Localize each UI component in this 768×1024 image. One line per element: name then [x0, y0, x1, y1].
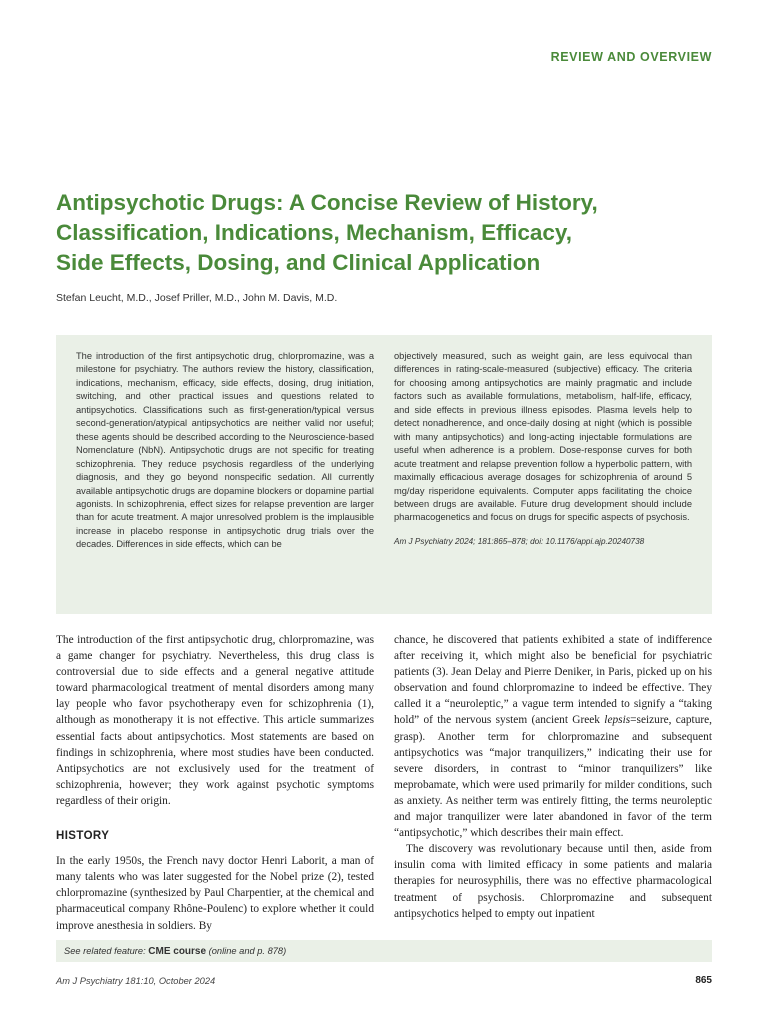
abstract-text: objectively measured, such as weight gain, are less equivocal than differences in rating-scale-measured (subjective) efficacy. The criteria for choosing among antipsychotics are mainly pragmatic and include factors such as available formulations, metabolism, half-life, efficacy, and side effects in previous illness episodes. Plasma levels help to detect nonadherence, and once-daily dosing at night (which is possible with many antipsychotics) and long-acting injectable formulations are useful when adherence is a problem. Dose-response curves for both acute treatment and relapse prevention follow a hyperbolic pattern, with maximally efficacious average dosages for schizophrenia of around 5 mg/day risperidone equivalents. Computer apps facilitating the choice between drugs are available. Future drug development should include pharmacogenetics and focus on drugs for specific aspects of psychosis. — [394, 351, 692, 523]
article-title — [56, 188, 696, 278]
title-line: Antipsychotic Drugs: A Concise Review of History, — [56, 190, 598, 215]
related-note: (online and p. 878) — [208, 946, 287, 956]
history-paragraph: In the early 1950s, the French navy doctor Henri Laborit, a man of many talents who was later suggested for the Nobel prize (2), tested chlorpromazine (synthesized by Paul Charpentier, at the chemical and pharmaceutical company Rhône-Poulenc) to explore whether it could improve anesthesia in soldiers. By — [56, 855, 374, 932]
section-label: REVIEW AND OVERVIEW — [550, 50, 712, 64]
page-number: 865 — [695, 975, 712, 986]
history-paragraph-continued — [394, 632, 712, 841]
title-line: Classification, Indications, Mechanism, Efficacy, — [56, 220, 572, 245]
cme-course-link[interactable]: CME course — [148, 946, 207, 957]
abstract-text: The introduction of the first antipsychotic drug, chlorpromazine, was a milestone for psychiatry. The authors review the history, classification, indications, mechanism, efficacy, side effects, dosing, drug initiation, switching, and other practical issues and questions related to antipsychotics. Classifications such as first-generation/typical versus second-generation/atypical antipsychotics are neither valid nor useful; these agents should be described according to the Neuroscience-based Nomenclature (NbN). Antipsychotic drugs are not specific for treating schizophrenia. They reduce psychosis regardless of the underlying diagnosis, and they go beyond nonspecific sedation. All currently available antipsychotic drugs are dopamine blockers or dopamine partial agonists. In schizophrenia, effect sizes for relapse prevention are larger than for acute treatment. A major unresolved problem is the implausible increase in placebo response in antipsychotic drug trials over the decades. Differences in side effects, which can be — [76, 351, 374, 550]
section-heading-history: HISTORY — [56, 830, 110, 843]
abstract-column-left — [76, 350, 374, 552]
text-run: =seizure, capture, grasp). Another term for chlorpromazine and subsequent antipsychotics was “major tranquilizers,” indicating their use for severe disorders, in contrast to “minor tranquilizers” like meprobamate, which were used primarily for milder conditions, such as anxiety. As neither term was entirely fitting, the terms neuroleptic and major tranquilizer were later abandoned in favor of the term “antipsychotic,” which describes their main effect. — [394, 714, 713, 840]
text-run: chance, he discovered that patients exhibited a state of indifference after receiving it, which might also be beneficial for psychiatric patients (3). Jean Delay and Pierre Deniker, in Paris, picked up on his observation and found chlorpromazine to indeed be effective. They called it a “neuroleptic,” a vague term intended to signify a “taking hold” of the nervous system (ancient Greek — [394, 634, 712, 727]
greek-term: lepsis — [604, 714, 631, 727]
author-list: Stefan Leucht, M.D., Josef Priller, M.D., John M. Davis, M.D. — [56, 292, 338, 304]
body-column-left — [56, 632, 374, 934]
related-feature-bar — [56, 940, 712, 962]
title-line: Side Effects, Dosing, and Clinical Application — [56, 250, 541, 275]
abstract-box — [56, 335, 712, 614]
related-label: See related feature: — [64, 946, 146, 956]
citation: Am J Psychiatry 2024; 181:865–878; doi: 10.1176/appi.ajp.20240738 — [394, 536, 645, 546]
footer-journal: Am J Psychiatry 181:10, October 2024 — [56, 976, 216, 986]
intro-paragraph: The introduction of the first antipsychotic drug, chlorpromazine, was a game changer for psychiatry. Nevertheless, this drug class is controversial due to side effects and a general negative attitude toward pharmacological treatment of mental disorders among many lay people who favor psychotherapy even for schizophrenia (1), although as monotherapy it is not effective. This article summarizes essential facts about antipsychotics. Most statements are based on findings in schizophrenia, where most studies have been conducted. Antipsychotics are not exclusively used for the treatment of schizophrenia, however; they work against psychotic symptoms regardless of their origin. — [56, 634, 374, 807]
abstract-column-right — [394, 350, 692, 548]
body-column-right — [394, 632, 712, 922]
history-paragraph-2: The discovery was revolutionary because until then, aside from insulin coma with limited efficacy in some patients and malaria therapies for neurosyphilis, there was no effective pharmacological treatment of psychosis. Chlorpromazine and subsequent antipsychotics helped to empty out inpatient — [394, 843, 712, 920]
